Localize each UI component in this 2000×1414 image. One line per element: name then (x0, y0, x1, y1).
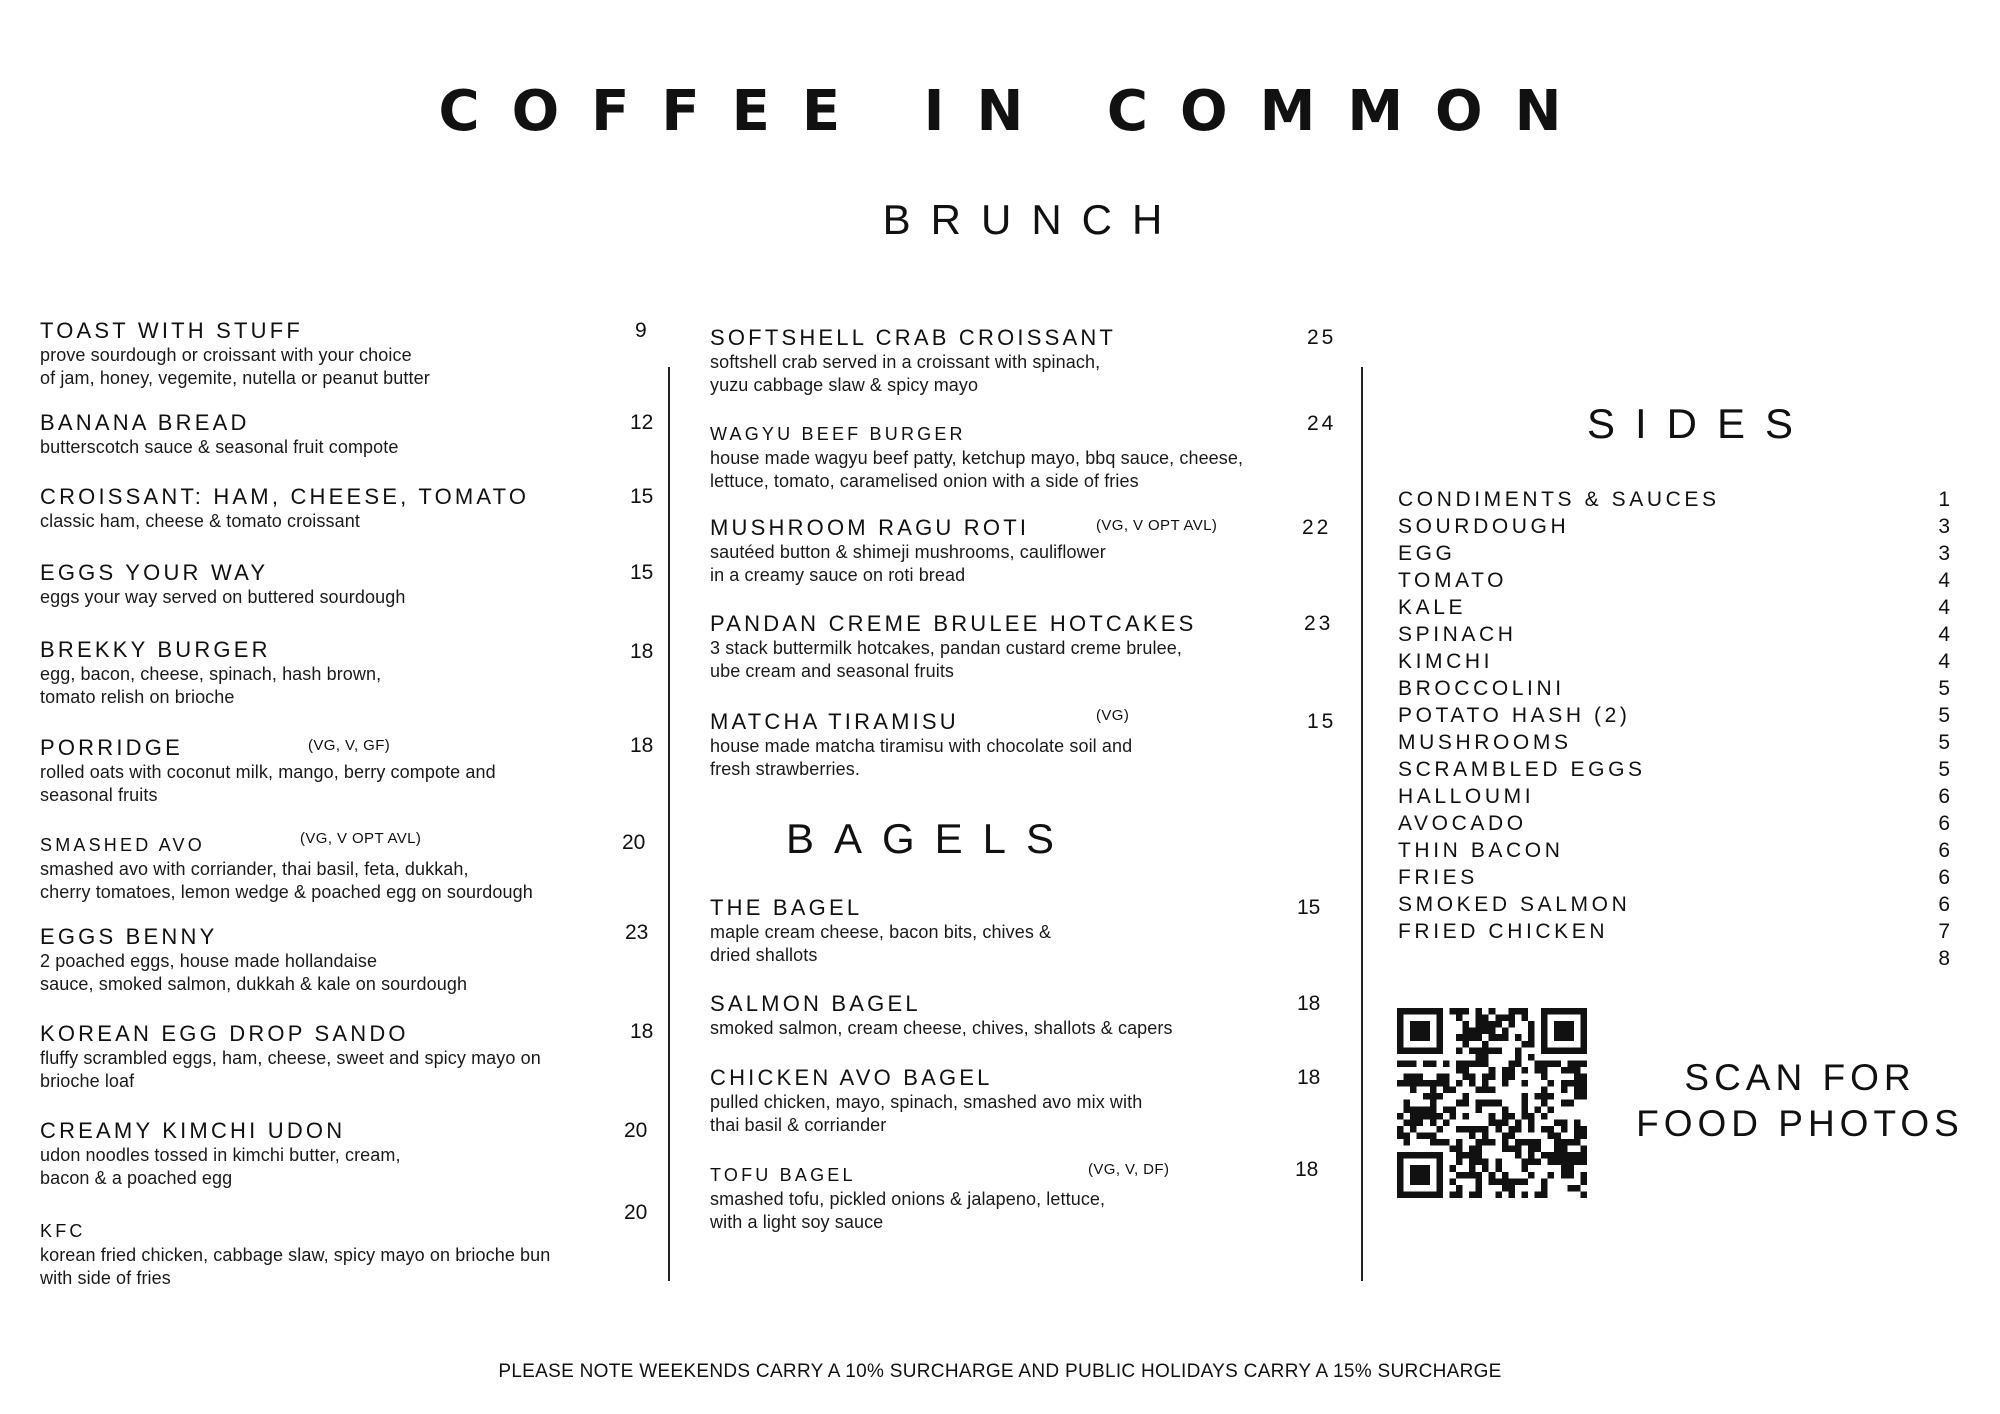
side-name: FRIED CHICKEN (1398, 920, 1609, 943)
side-price: 6 (1938, 785, 1950, 808)
item-price: 18 (1295, 1158, 1319, 1181)
side-item (1398, 783, 1958, 810)
item-description: maple cream cheese, bacon bits, chives & dried shallots (710, 922, 1052, 965)
item-name: KFC (40, 1221, 86, 1241)
side-price: 6 (1938, 812, 1950, 835)
dietary-tag: (VG, V, GF) (308, 737, 391, 754)
menu-item-croissant-ham-cheese-tomato (40, 484, 654, 533)
item-name: SOFTSHELL CRAB CROISSANT (710, 325, 1117, 350)
item-name: EGGS YOUR WAY (40, 560, 269, 585)
menu-item-salmon-bagel (710, 991, 1350, 1040)
item-description: udon noodles tossed in kimchi butter, cream, bacon & a poached egg (40, 1145, 401, 1188)
item-name: PORRIDGE (40, 735, 183, 760)
item-name: PANDAN CREME BRULEE HOTCAKES (710, 611, 1197, 636)
item-description: rolled oats with coconut milk, mango, berry compote and seasonal fruits (40, 762, 496, 805)
side-name: EGG (1398, 542, 1456, 565)
item-name: KOREAN EGG DROP SANDO (40, 1021, 409, 1046)
item-price: 9 (635, 319, 647, 342)
item-description: egg, bacon, cheese, spinach, hash brown, tomato relish on brioche (40, 664, 382, 707)
item-description: eggs your way served on buttered sourdough (40, 587, 406, 607)
dietary-tag: (VG, V OPT AVL) (1096, 517, 1218, 534)
side-price: 4 (1938, 623, 1950, 646)
side-price: 4 (1938, 650, 1950, 673)
side-item (1398, 486, 1958, 513)
item-price: 25 (1307, 326, 1337, 349)
side-item (1398, 621, 1958, 648)
item-description: classic ham, cheese & tomato croissant (40, 511, 360, 531)
dietary-tag: (VG, V OPT AVL) (300, 830, 422, 847)
side-item (1398, 567, 1958, 594)
column-divider-right (1361, 367, 1363, 1281)
menu-item-porridge (40, 734, 654, 807)
item-price: 12 (630, 411, 654, 434)
item-description: house made matcha tiramisu with chocolate soil and fresh strawberries. (710, 736, 1133, 779)
dietary-tag: (VG) (1096, 707, 1130, 724)
side-item (1398, 729, 1958, 756)
side-name: KIMCHI (1398, 650, 1494, 673)
item-price: 18 (630, 734, 654, 757)
item-name: CROISSANT: HAM, CHEESE, TOMATO (40, 484, 530, 509)
item-description: sautéed button & shimeji mushrooms, cauliflower in a creamy sauce on roti bread (710, 542, 1106, 585)
side-name: SMOKED SALMON (1398, 893, 1631, 916)
item-price: 15 (1307, 710, 1337, 733)
item-price: 15 (1297, 896, 1321, 919)
side-price: 6 (1938, 839, 1950, 862)
item-price: 22 (1302, 516, 1332, 539)
item-description: house made wagyu beef patty, ketchup mayo, bbq sauce, cheese, lettuce, tomato, caramelised onion with a side of fries (710, 448, 1244, 491)
side-price: 5 (1938, 704, 1950, 727)
item-price: 23 (1304, 612, 1334, 635)
item-price: 18 (1297, 992, 1321, 1015)
item-description: 3 stack buttermilk hotcakes, pandan custard creme brulee, ube cream and seasonal fruits (710, 638, 1182, 681)
menu-item-mushroom-ragu-roti (710, 515, 1350, 587)
item-name: THE BAGEL (710, 895, 863, 920)
item-name: TOAST WITH STUFF (40, 318, 304, 343)
side-price: 3 (1938, 515, 1950, 538)
item-description: prove sourdough or croissant with your choice of jam, honey, vegemite, nutella or peanut butter (40, 345, 430, 388)
menu-item-pandan-creme-brulee-hotcakes (710, 611, 1350, 683)
item-description: butterscotch sauce & seasonal fruit compote (40, 437, 399, 457)
restaurant-title: COFFEE IN COMMON (438, 79, 1594, 144)
side-name: SPINACH (1398, 623, 1517, 646)
surcharge-note: PLEASE NOTE WEEKENDS CARRY A 10% SURCHARGE AND PUBLIC HOLIDAYS CARRY A 15% SURCHARGE (498, 1361, 1502, 1382)
menu-item-eggs-your-way (40, 560, 654, 609)
item-name: SMASHED AVO (40, 835, 205, 855)
menu-item-chicken-avo-bagel (710, 1065, 1350, 1137)
item-price: 20 (622, 831, 646, 854)
item-price: 18 (630, 1020, 654, 1043)
item-description: smashed avo with corriander, thai basil, feta, dukkah, cherry tomatoes, lemon wedge & poached egg on sourdough (40, 859, 533, 902)
item-price: 15 (630, 485, 654, 508)
menu-item-wagyu-beef-burger (710, 412, 1350, 493)
item-price: 20 (624, 1119, 648, 1142)
menu-item-eggs-benny (40, 921, 650, 996)
menu-item-kfc (40, 1201, 650, 1290)
side-name: TOMATO (1398, 569, 1508, 592)
item-name: CHICKEN AVO BAGEL (710, 1065, 993, 1090)
side-item (1398, 756, 1958, 783)
side-item (1398, 540, 1958, 567)
column-divider-left (668, 367, 670, 1281)
side-price: 5 (1938, 677, 1950, 700)
side-price: 8 (1938, 947, 1950, 970)
side-price: 6 (1938, 866, 1950, 889)
item-name: CREAMY KIMCHI UDON (40, 1118, 346, 1143)
side-name: BROCCOLINI (1398, 677, 1565, 700)
item-name: EGGS BENNY (40, 924, 218, 949)
item-price: 20 (624, 1201, 648, 1224)
item-price: 18 (1297, 1066, 1321, 1089)
menu-item-toast-with-stuff (40, 318, 650, 390)
side-name: KALE (1398, 596, 1467, 619)
item-description: softshell crab served in a croissant with spinach, yuzu cabbage slaw & spicy mayo (710, 352, 1101, 395)
item-name: MUSHROOM RAGU ROTI (710, 515, 1030, 540)
item-price: 23 (625, 921, 649, 944)
side-item (1398, 891, 1958, 918)
item-name: TOFU BAGEL (710, 1165, 856, 1185)
side-price: 5 (1938, 758, 1950, 781)
item-price: 24 (1307, 412, 1337, 435)
sides-list (1398, 486, 1958, 970)
side-price: 4 (1938, 596, 1950, 619)
side-name: AVOCADO (1398, 812, 1527, 835)
item-name: BANANA BREAD (40, 410, 250, 435)
scan-for-food-photos: SCAN FOR FOOD PHOTOS (1636, 1057, 1964, 1144)
side-item (1398, 837, 1958, 864)
menu-item-matcha-tiramisu (710, 709, 1350, 781)
side-price: 3 (1938, 542, 1950, 565)
side-name: FRIES (1398, 866, 1478, 889)
item-description: smashed tofu, pickled onions & jalapeno, lettuce, with a light soy sauce (710, 1189, 1106, 1232)
item-price: 18 (630, 640, 654, 663)
item-description: korean fried chicken, cabbage slaw, spicy mayo on brioche bun with side of fries (40, 1245, 551, 1288)
side-name: SOURDOUGH (1398, 515, 1570, 538)
menu-item-softshell-crab-croissant (710, 325, 1350, 397)
bagels-heading: BAGELS (785, 815, 1075, 862)
side-item (1398, 864, 1958, 891)
side-name: SCRAMBLED EGGS (1398, 758, 1646, 781)
item-description: smoked salmon, cream cheese, chives, shallots & capers (710, 1018, 1173, 1038)
side-price: 4 (1938, 569, 1950, 592)
side-name: POTATO HASH (2) (1398, 704, 1631, 727)
item-price: 15 (630, 561, 654, 584)
item-name: WAGYU BEEF BURGER (710, 424, 966, 444)
side-price: 6 (1938, 893, 1950, 916)
side-price: 1 (1938, 488, 1950, 511)
side-name: THIN BACON (1398, 839, 1564, 862)
side-item (1398, 918, 1958, 970)
item-description: pulled chicken, mayo, spinach, smashed avo mix with thai basil & corriander (710, 1092, 1143, 1135)
sides-heading: SIDES (1586, 400, 1814, 447)
item-description: 2 poached eggs, house made hollandaise sauce, smoked salmon, dukkah & kale on sourdough (40, 951, 468, 994)
side-name: MUSHROOMS (1398, 731, 1572, 754)
menu-item-korean-egg-drop-sando (40, 1020, 654, 1093)
side-item (1398, 648, 1958, 675)
side-item (1398, 810, 1958, 837)
side-item (1398, 594, 1958, 621)
item-name: MATCHA TIRAMISU (710, 709, 959, 734)
menu-item-creamy-kimchi-udon (40, 1118, 650, 1190)
side-price: 5 (1938, 731, 1950, 754)
item-name: SALMON BAGEL (710, 991, 921, 1016)
side-price: 7 (1938, 920, 1950, 943)
menu-item-banana-bread (40, 410, 654, 459)
dietary-tag: (VG, V, DF) (1088, 1161, 1170, 1178)
side-name: HALLOUMI (1398, 785, 1535, 808)
side-item (1398, 675, 1958, 702)
menu-item-brekky-burger (40, 637, 654, 709)
menu-item-smashed-avo (40, 832, 650, 904)
qr-code-icon[interactable] (1397, 1008, 1587, 1198)
side-item (1398, 702, 1958, 729)
menu-item-the-bagel (710, 895, 1350, 967)
side-name: CONDIMENTS & SAUCES (1398, 488, 1720, 511)
side-item (1398, 513, 1958, 540)
menu-item-tofu-bagel (710, 1158, 1350, 1234)
item-description: fluffy scrambled eggs, ham, cheese, sweet and spicy mayo on brioche loaf (40, 1048, 541, 1091)
item-name: BREKKY BURGER (40, 637, 271, 662)
brunch-heading: BRUNCH (882, 196, 1183, 243)
